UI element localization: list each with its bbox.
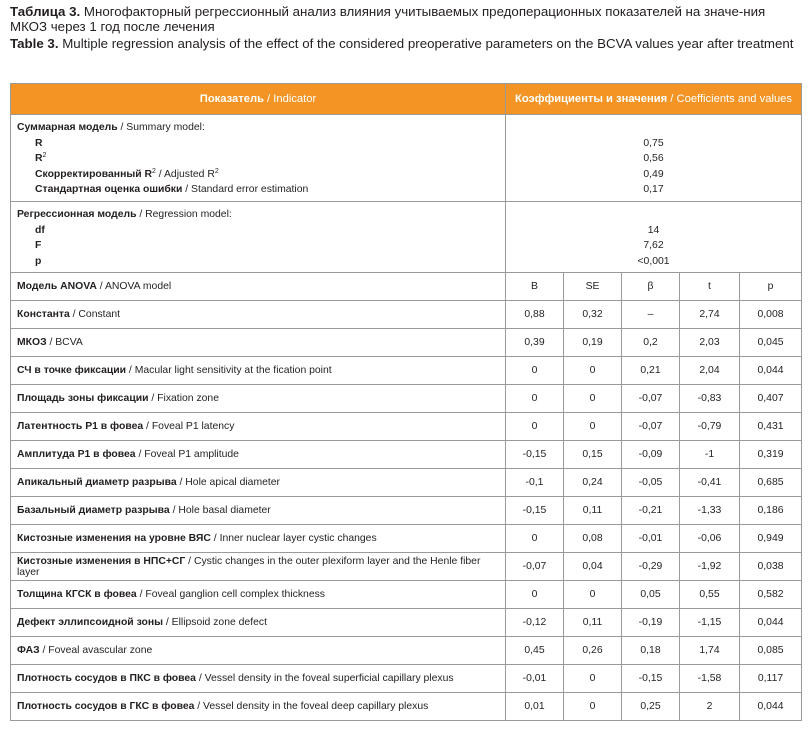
table-row [11, 553, 802, 581]
value-beta: -0,15 [622, 665, 680, 693]
value-t: -1,33 [680, 497, 740, 525]
table-caption [10, 4, 800, 52]
summary-adjr2-value: 0,49 [643, 168, 664, 180]
header-coef-ru: Коэффициенты и значения [515, 93, 668, 105]
regression-title-en: / Regression model: [136, 208, 232, 220]
header-indicator-en: / Indicator [263, 93, 317, 105]
anova-col-t: t [680, 273, 740, 301]
indicator-ru: МКОЗ [17, 337, 47, 349]
indicator-en: / Cystic changes in the outer plexiform layer and the Henle fiber layer [17, 555, 481, 578]
header-indicator-ru: Показатель [199, 93, 264, 105]
summary-title-en: / Summary model: [117, 122, 205, 133]
caption-ru [10, 4, 800, 34]
value-b: -0,1 [506, 469, 564, 497]
value-se: 0,26 [564, 637, 622, 665]
row-indicator [11, 329, 506, 357]
header-coefficients [506, 84, 802, 115]
table-row [11, 441, 802, 469]
value-p: 0,319 [740, 441, 802, 469]
table-row [11, 581, 802, 609]
summary-adjr2-en-sup: 2 [214, 167, 219, 175]
regression-model-values [506, 201, 802, 272]
indicator-ru: Амплитуда P1 в фовеа [17, 449, 136, 461]
value-beta: 0,05 [622, 581, 680, 609]
summary-se-value: 0,17 [643, 184, 664, 196]
anova-header-row [11, 273, 802, 301]
table-row [11, 301, 802, 329]
value-p: 0,117 [740, 665, 802, 693]
value-b: 0,39 [506, 329, 564, 357]
summary-model-labels [11, 115, 506, 202]
anova-col-beta: β [622, 273, 680, 301]
value-beta: 0,18 [622, 637, 680, 665]
value-beta: – [622, 301, 680, 329]
table-row [11, 525, 802, 553]
value-t: 2,03 [680, 329, 740, 357]
regression-f-value: 7,62 [643, 240, 664, 252]
value-p: 0,186 [740, 497, 802, 525]
table-row [11, 469, 802, 497]
indicator-ru: Апикальный диаметр разрыва [17, 477, 177, 489]
row-indicator [11, 357, 506, 385]
value-b: -0,07 [506, 553, 564, 581]
value-beta: -0,07 [622, 413, 680, 441]
indicator-ru: СЧ в точке фиксации [17, 365, 127, 377]
row-indicator [11, 637, 506, 665]
value-beta: -0,01 [622, 525, 680, 553]
header-indicator [11, 84, 506, 115]
summary-r2-sup: 2 [42, 152, 47, 160]
table-row [11, 329, 802, 357]
value-beta: 0,25 [622, 693, 680, 721]
indicator-ru: Площадь зоны фиксации [17, 393, 149, 405]
value-beta: 0,2 [622, 329, 680, 357]
summary-adjr2-sup: 2 [152, 167, 156, 175]
regression-p-label: p [35, 255, 42, 267]
value-se: 0,19 [564, 329, 622, 357]
row-indicator [11, 609, 506, 637]
summary-adjr2-en: / Adjusted R [155, 168, 215, 180]
regression-model-row [11, 201, 802, 272]
value-t: -1,15 [680, 609, 740, 637]
indicator-ru: Базальный диаметр разрыва [17, 505, 170, 517]
indicator-ru: ФАЗ [17, 645, 40, 657]
table-row [11, 357, 802, 385]
summary-se-label: Стандартная оценка ошибки [35, 184, 183, 196]
indicator-en: / Foveal P1 amplitude [135, 449, 239, 461]
table-row [11, 385, 802, 413]
row-indicator [11, 301, 506, 329]
anova-col-b: B [506, 273, 564, 301]
value-t: 2,04 [680, 357, 740, 385]
indicator-en: / Inner nuclear layer cystic changes [210, 533, 377, 545]
value-b: 0,01 [506, 693, 564, 721]
anova-col-se: SE [564, 273, 622, 301]
table-row [11, 693, 802, 721]
regression-df-label: df [35, 224, 45, 236]
header-row [11, 84, 802, 115]
row-indicator [11, 413, 506, 441]
caption-en-label: Table 3. [10, 36, 59, 52]
value-se: 0,15 [564, 441, 622, 469]
value-p: 0,949 [740, 525, 802, 553]
row-indicator [11, 665, 506, 693]
summary-se-en: / Standard error estimation [182, 184, 309, 196]
value-p: 0,044 [740, 693, 802, 721]
indicator-ru: Толщина КГСК в фовеа [17, 589, 137, 601]
value-beta: -0,19 [622, 609, 680, 637]
value-beta: 0,21 [622, 357, 680, 385]
indicator-en: / Foveal P1 latency [143, 421, 235, 433]
row-indicator [11, 581, 506, 609]
value-t: 1,74 [680, 637, 740, 665]
value-p: 0,685 [740, 469, 802, 497]
indicator-en: / Vessel density in the foveal deep capillary plexus [194, 701, 429, 713]
indicator-en: / Foveal avascular zone [39, 645, 153, 657]
value-t: -0,41 [680, 469, 740, 497]
value-p: 0,038 [740, 553, 802, 581]
summary-r-value: 0,75 [643, 137, 664, 149]
value-b: 0 [506, 581, 564, 609]
value-b: 0 [506, 413, 564, 441]
row-indicator [11, 693, 506, 721]
value-p: 0,044 [740, 609, 802, 637]
value-b: -0,15 [506, 497, 564, 525]
indicator-ru: Кистозные изменения на уровне ВЯС [17, 533, 211, 545]
value-b: 0 [506, 385, 564, 413]
value-t: -0,06 [680, 525, 740, 553]
value-t: -0,83 [680, 385, 740, 413]
value-se: 0 [564, 385, 622, 413]
header-coef-en: / Coefficients and values [667, 93, 792, 105]
row-indicator [11, 497, 506, 525]
regression-title-ru: Регрессионная модель [17, 208, 137, 220]
indicator-en: / Fixation zone [148, 393, 219, 405]
value-b: 0,88 [506, 301, 564, 329]
indicator-en: / BCVA [46, 337, 83, 349]
value-p: 0,431 [740, 413, 802, 441]
indicator-ru: Плотность сосудов в ПКС в фовеа [17, 673, 196, 685]
summary-model-values [506, 115, 802, 202]
value-t: -0,79 [680, 413, 740, 441]
value-se: 0,08 [564, 525, 622, 553]
indicator-en: / Ellipsoid zone defect [162, 617, 267, 629]
row-indicator [11, 385, 506, 413]
indicator-en: / Hole apical diameter [176, 477, 281, 489]
anova-label [11, 273, 506, 301]
table-row [11, 637, 802, 665]
value-t: 0,55 [680, 581, 740, 609]
caption-ru-text: Многофакторный регрессионный анализ влияния учитываемых предоперационных показателей на значе-ния МКОЗ через 1 год после лечения [10, 4, 766, 35]
value-se: 0,32 [564, 301, 622, 329]
value-se: 0,04 [564, 553, 622, 581]
summary-model-row [11, 115, 802, 202]
indicator-ru: Кистозные изменения в НПС+СГ [17, 555, 186, 567]
indicator-en: / Foveal ganglion cell complex thickness [136, 589, 325, 601]
value-beta: -0,21 [622, 497, 680, 525]
value-b: -0,15 [506, 441, 564, 469]
value-p: 0,407 [740, 385, 802, 413]
indicator-en: / Vessel density in the foveal superficial capillary plexus [195, 673, 454, 685]
value-se: 0,11 [564, 609, 622, 637]
value-p: 0,008 [740, 301, 802, 329]
indicator-ru: Константа [17, 309, 70, 321]
regression-df-value: 14 [647, 224, 660, 236]
caption-ru-label: Таблица 3. [10, 4, 81, 19]
value-beta: -0,05 [622, 469, 680, 497]
row-indicator [11, 441, 506, 469]
caption-en-text: Multiple regression analysis of the effect of the considered preoperative parameters on the BCVA values year after treatment [62, 36, 794, 52]
value-se: 0 [564, 413, 622, 441]
summary-r2-value: 0,56 [643, 153, 664, 165]
value-b: -0,12 [506, 609, 564, 637]
summary-title-ru: Суммарная модель [17, 122, 118, 133]
table-row [11, 497, 802, 525]
value-se: 0 [564, 693, 622, 721]
value-t: -1 [680, 441, 740, 469]
indicator-ru: Латентность P1 в фовеа [17, 421, 144, 433]
value-beta: -0,09 [622, 441, 680, 469]
anova-ru: Модель ANOVA [17, 281, 97, 293]
value-se: 0 [564, 357, 622, 385]
value-b: 0 [506, 357, 564, 385]
value-p: 0,582 [740, 581, 802, 609]
value-t: 2,74 [680, 301, 740, 329]
row-indicator [11, 525, 506, 553]
indicator-ru: Плотность сосудов в ГКС в фовеа [17, 701, 195, 713]
row-indicator [11, 469, 506, 497]
regression-model-labels [11, 201, 506, 272]
value-beta: -0,29 [622, 553, 680, 581]
indicator-en: / Constant [69, 309, 121, 321]
value-se: 0 [564, 665, 622, 693]
value-t: 2 [680, 693, 740, 721]
value-b: 0 [506, 525, 564, 553]
regression-f-label: F [35, 240, 42, 252]
regression-p-value: <0,001 [637, 255, 670, 267]
table-row [11, 413, 802, 441]
anova-col-p: p [740, 273, 802, 301]
indicator-en: / Macular light sensitivity at the fication point [126, 365, 332, 377]
value-t: -1,58 [680, 665, 740, 693]
value-b: 0,45 [506, 637, 564, 665]
table-row [11, 665, 802, 693]
value-p: 0,045 [740, 329, 802, 357]
regression-table [10, 83, 802, 721]
indicator-ru: Дефект эллипсоидной зоны [17, 617, 163, 629]
value-se: 0,24 [564, 469, 622, 497]
value-se: 0 [564, 581, 622, 609]
value-p: 0,085 [740, 637, 802, 665]
anova-en: / ANOVA model [96, 281, 172, 293]
table-row [11, 609, 802, 637]
value-se: 0,11 [564, 497, 622, 525]
summary-r2-label: R [35, 153, 43, 165]
value-b: -0,01 [506, 665, 564, 693]
indicator-en: / Hole basal diameter [169, 505, 271, 517]
value-t: -1,92 [680, 553, 740, 581]
summary-r-label: R [35, 137, 43, 149]
summary-adjr2-label: Скорректированный R [35, 168, 152, 180]
value-beta: -0,07 [622, 385, 680, 413]
row-indicator [11, 553, 506, 581]
caption-en [10, 36, 800, 51]
value-p: 0,044 [740, 357, 802, 385]
